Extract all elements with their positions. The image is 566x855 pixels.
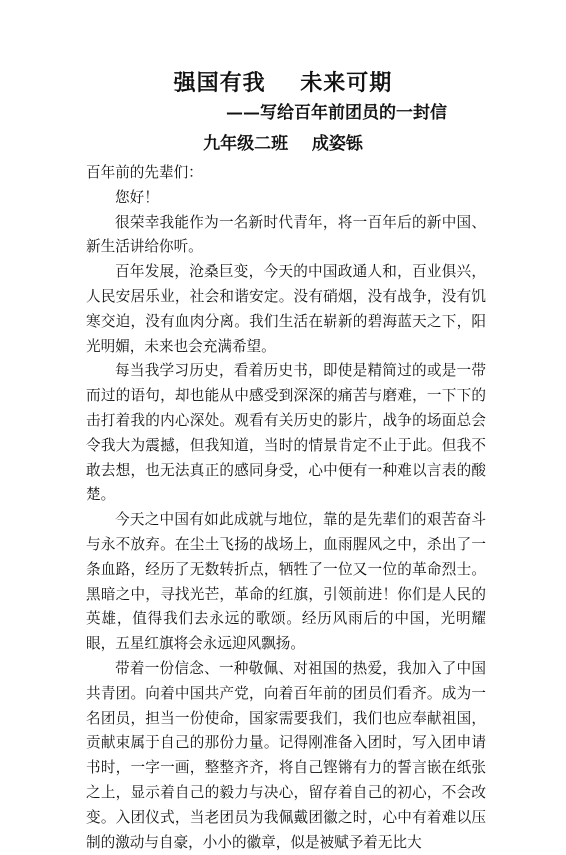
- paragraph-4: 今天之中国有如此成就与地位，靠的是先辈们的艰苦奋斗与永不放弃。在尘土飞扬的战场上，血雨腥风之中，杀出了一条血路，经历了无数转折点，牺牲了一位又一位的革命烈士。黑暗之中，寻找光芒，革命的红旗，引领前进！你们是人民的英雄，值得我们去永远的歌颂。经历风雨后的中国，光明耀眼，五星红旗将会永远迎风飘扬。: [86, 511, 486, 653]
- letter-title: 强国有我 未来可期: [173, 70, 393, 96]
- letter-body: [86, 161, 486, 855]
- author-line: 九年级二班 成姿铄: [203, 134, 363, 154]
- letter-subtitle: ——写给百年前团员的一封信: [226, 103, 447, 123]
- paragraph-1: 很荣幸我能作为一名新时代青年，将一百年后的新中国、新生活讲给你听。: [86, 213, 486, 256]
- greeting: 您好！: [115, 188, 159, 206]
- salutation: 百年前的先辈们：: [86, 164, 203, 181]
- paragraph-5: 带着一份信念、一种敬佩、对祖国的热爱，我加入了中国共青团。向着中国共产党，向着百年前的团员们看齐。成为一名团员，担当一份使命，国家需要我们，我们也应奉献祖国，贡献束属于自己的那份力量。记得刚准备入团时，写入团申请书时，一字一画，整整齐齐，将自己铿锵有力的誓言嵌在纸张之上，显示着自己的毅力与决心，留存着自己的初心，不会改变。入团仪式，当老团员为我佩戴团徽之时，心中有着难以压制的激动与自豪，小小的徽章，似是被赋予着无比大: [86, 659, 486, 851]
- paragraph-2: 百年发展，沧桑巨变，今天的中国政通人和，百业俱兴，人民安居乐业，社会和谐安定。没有硝烟，没有战争，没有饥寒交迫，没有血肉分离。我们生活在崭新的碧海蓝天之下，阳光明媚，未来也会充满希望。: [86, 263, 486, 355]
- paragraph-3: 每当我学习历史，看着历史书，即使是精简过的或是一带而过的语句，却也能从中感受到深深的痛苦与磨难，一下下的击打着我的内心深处。观看有关历史的影片，战争的场面总会令我大为震撼，但我知道，当时的情景肯定不止于此。但我不敢去想，也无法真正的感同身受，心中便有一种难以言表的酸楚。: [86, 362, 486, 504]
